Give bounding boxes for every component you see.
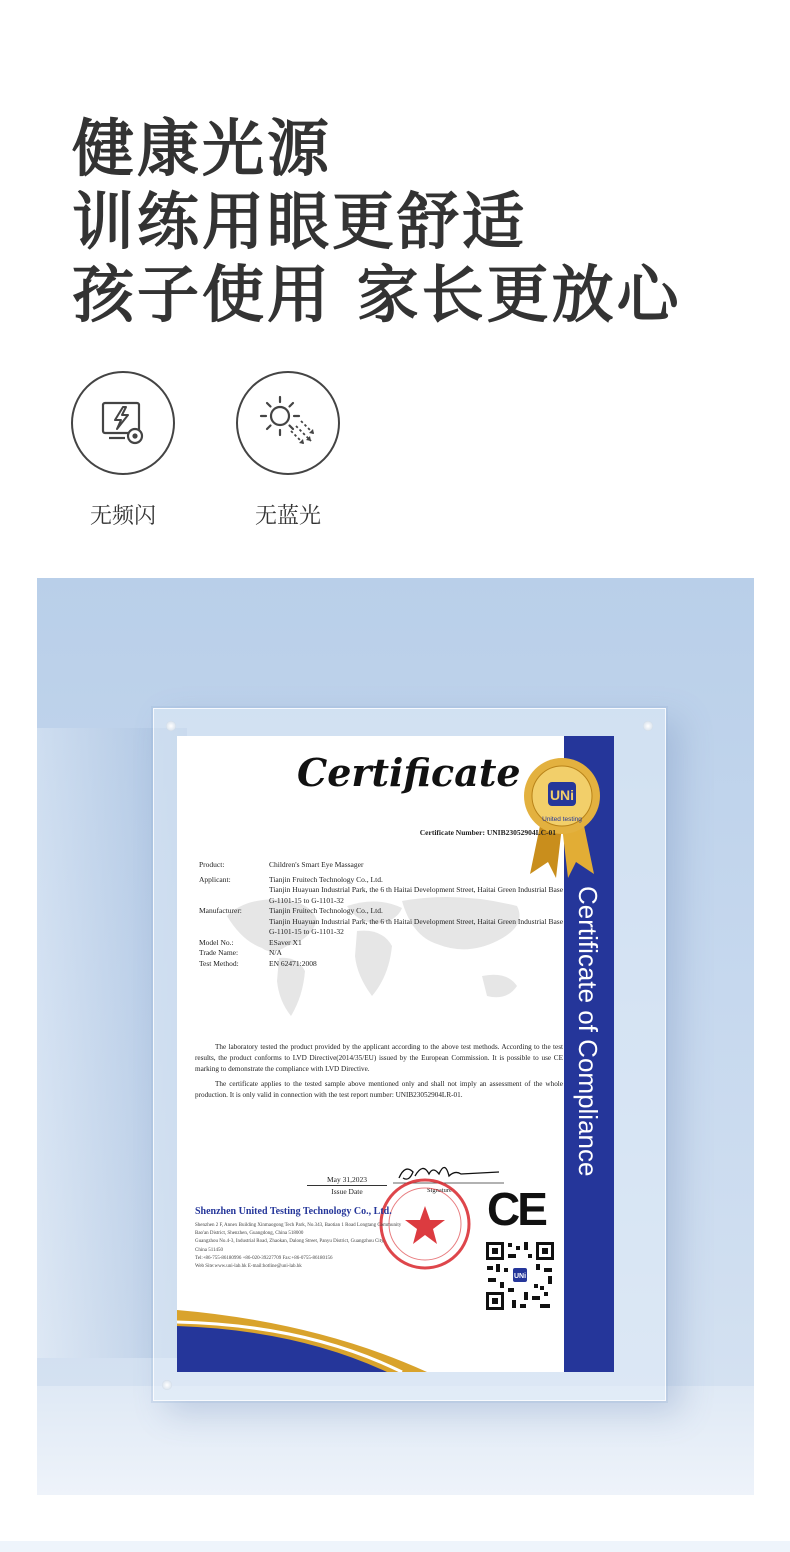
headline-line-2: 训练用眼更舒适	[72, 185, 528, 258]
field-key: Applicant:	[199, 874, 231, 884]
certificate-wave	[177, 1292, 614, 1372]
certificate-document	[177, 736, 614, 1372]
certificate-body	[195, 1042, 563, 1105]
headline-line-1: 健康光源	[72, 112, 333, 185]
svg-text:UNi: UNi	[513, 1273, 527, 1280]
svg-text:United testing: United testing	[542, 816, 582, 823]
field-value: Children's Smart Eye Massager	[269, 860, 364, 869]
frame-screw	[643, 721, 653, 731]
signature-label: Signature	[427, 1187, 452, 1194]
issue-date-value: May 31,2023	[327, 1175, 367, 1184]
address-line: China 511450	[195, 1247, 224, 1253]
field-key: Model No.:	[199, 937, 234, 947]
field-value: EN 62471:2008	[269, 958, 317, 968]
issue-date-label: Issue Date	[331, 1187, 363, 1196]
no-flicker-icon	[95, 395, 151, 451]
issuer-address	[195, 1222, 455, 1271]
address-line: Web Site:www.uni-lab.hk E-mail:hotline@uni-lab.hk	[195, 1264, 302, 1270]
field-key: Test Method:	[199, 958, 239, 968]
frame-screw	[162, 1380, 172, 1390]
field-value: Tianjin Fruitech Technology Co., Ltd. Tianjin Huayuan Industrial Park, the 6 th Haitai Development Street, Haitai Green Industrial Base G-1101-15 to G-1101-32	[269, 906, 564, 936]
frame-screw	[166, 721, 176, 731]
feature-label: 无蓝光	[254, 504, 321, 529]
side-title	[566, 886, 612, 1306]
field-row	[199, 959, 569, 970]
field-key: Product:	[199, 860, 225, 869]
sun-rays-icon	[253, 388, 323, 458]
field-row	[199, 860, 569, 871]
certificate-photo	[37, 578, 754, 1495]
address-line: Bao'an District, Shenzhen, Guangdong, China 518000	[195, 1231, 304, 1237]
certificate-number: Certificate Number: UNIB23052904LC-01	[419, 828, 556, 837]
ce-mark: CE	[487, 1183, 545, 1235]
address-line: Shenzhen 2 F, Annex Building Xinmaogong Tech Park, No.343, Baotian 1 Road Longtang Community	[195, 1223, 402, 1228]
field-row	[199, 906, 569, 938]
field-key: Trade Name:	[199, 948, 239, 957]
feature-circle	[71, 371, 175, 475]
headline	[72, 112, 682, 331]
certificate-title: Certificate	[297, 750, 521, 795]
feature-circle	[236, 371, 340, 475]
field-key: Manufacturer:	[199, 906, 242, 915]
field-value: N/A	[269, 948, 282, 957]
feature-label: 无频闪	[89, 504, 156, 529]
table-surface	[37, 1386, 754, 1495]
certificate-fields	[199, 860, 569, 969]
field-row	[199, 938, 569, 949]
address-line: Tel:+86-755-86180996 +86-020-39227709 Fax:+86-0755-86180156	[195, 1255, 333, 1261]
feature-no-flicker	[71, 371, 175, 530]
bottom-strip	[0, 1541, 790, 1552]
svg-text:UNi: UNi	[549, 787, 575, 803]
feature-no-blue-light	[236, 371, 340, 530]
field-value: ESaver X1	[269, 937, 302, 947]
svg-text:Certificate of Compliance: Certificate of Compliance	[573, 886, 603, 1177]
address-line: Guangzhou No.4-3, Industrial Road, Zhaokan, Dalong Street, Panyu District, Guangzhou City,	[195, 1239, 385, 1245]
field-value: Tianjin Fruitech Technology Co., Ltd. Tianjin Huayuan Industrial Park, the 6 th Haitai Development Street, Haitai Green Industrial Base G-1101-15 to G-1101-32	[269, 874, 564, 905]
issue-date	[307, 1175, 387, 1196]
body-paragraph: The certificate applies to the tested sample above mentioned only and shall not imply an assessment of the whole production. It is only valid in connection with the test report number: UNIB23052904LR-01.	[195, 1080, 563, 1099]
issuer-name: Shenzhen United Testing Technology Co., Ltd.	[195, 1206, 392, 1217]
field-row	[199, 875, 569, 907]
body-paragraph: The laboratory tested the product provided by the applicant according to the above test methods. According to the test results, the product conforms to LVD Directive(2014/35/EU) issued by the European Commission. It is possible to use CE marking to demonstrate the compliance with LVD Directive.	[195, 1043, 563, 1073]
headline-line-3: 孩子使用 家长更放心	[72, 258, 682, 331]
field-row	[199, 948, 569, 959]
